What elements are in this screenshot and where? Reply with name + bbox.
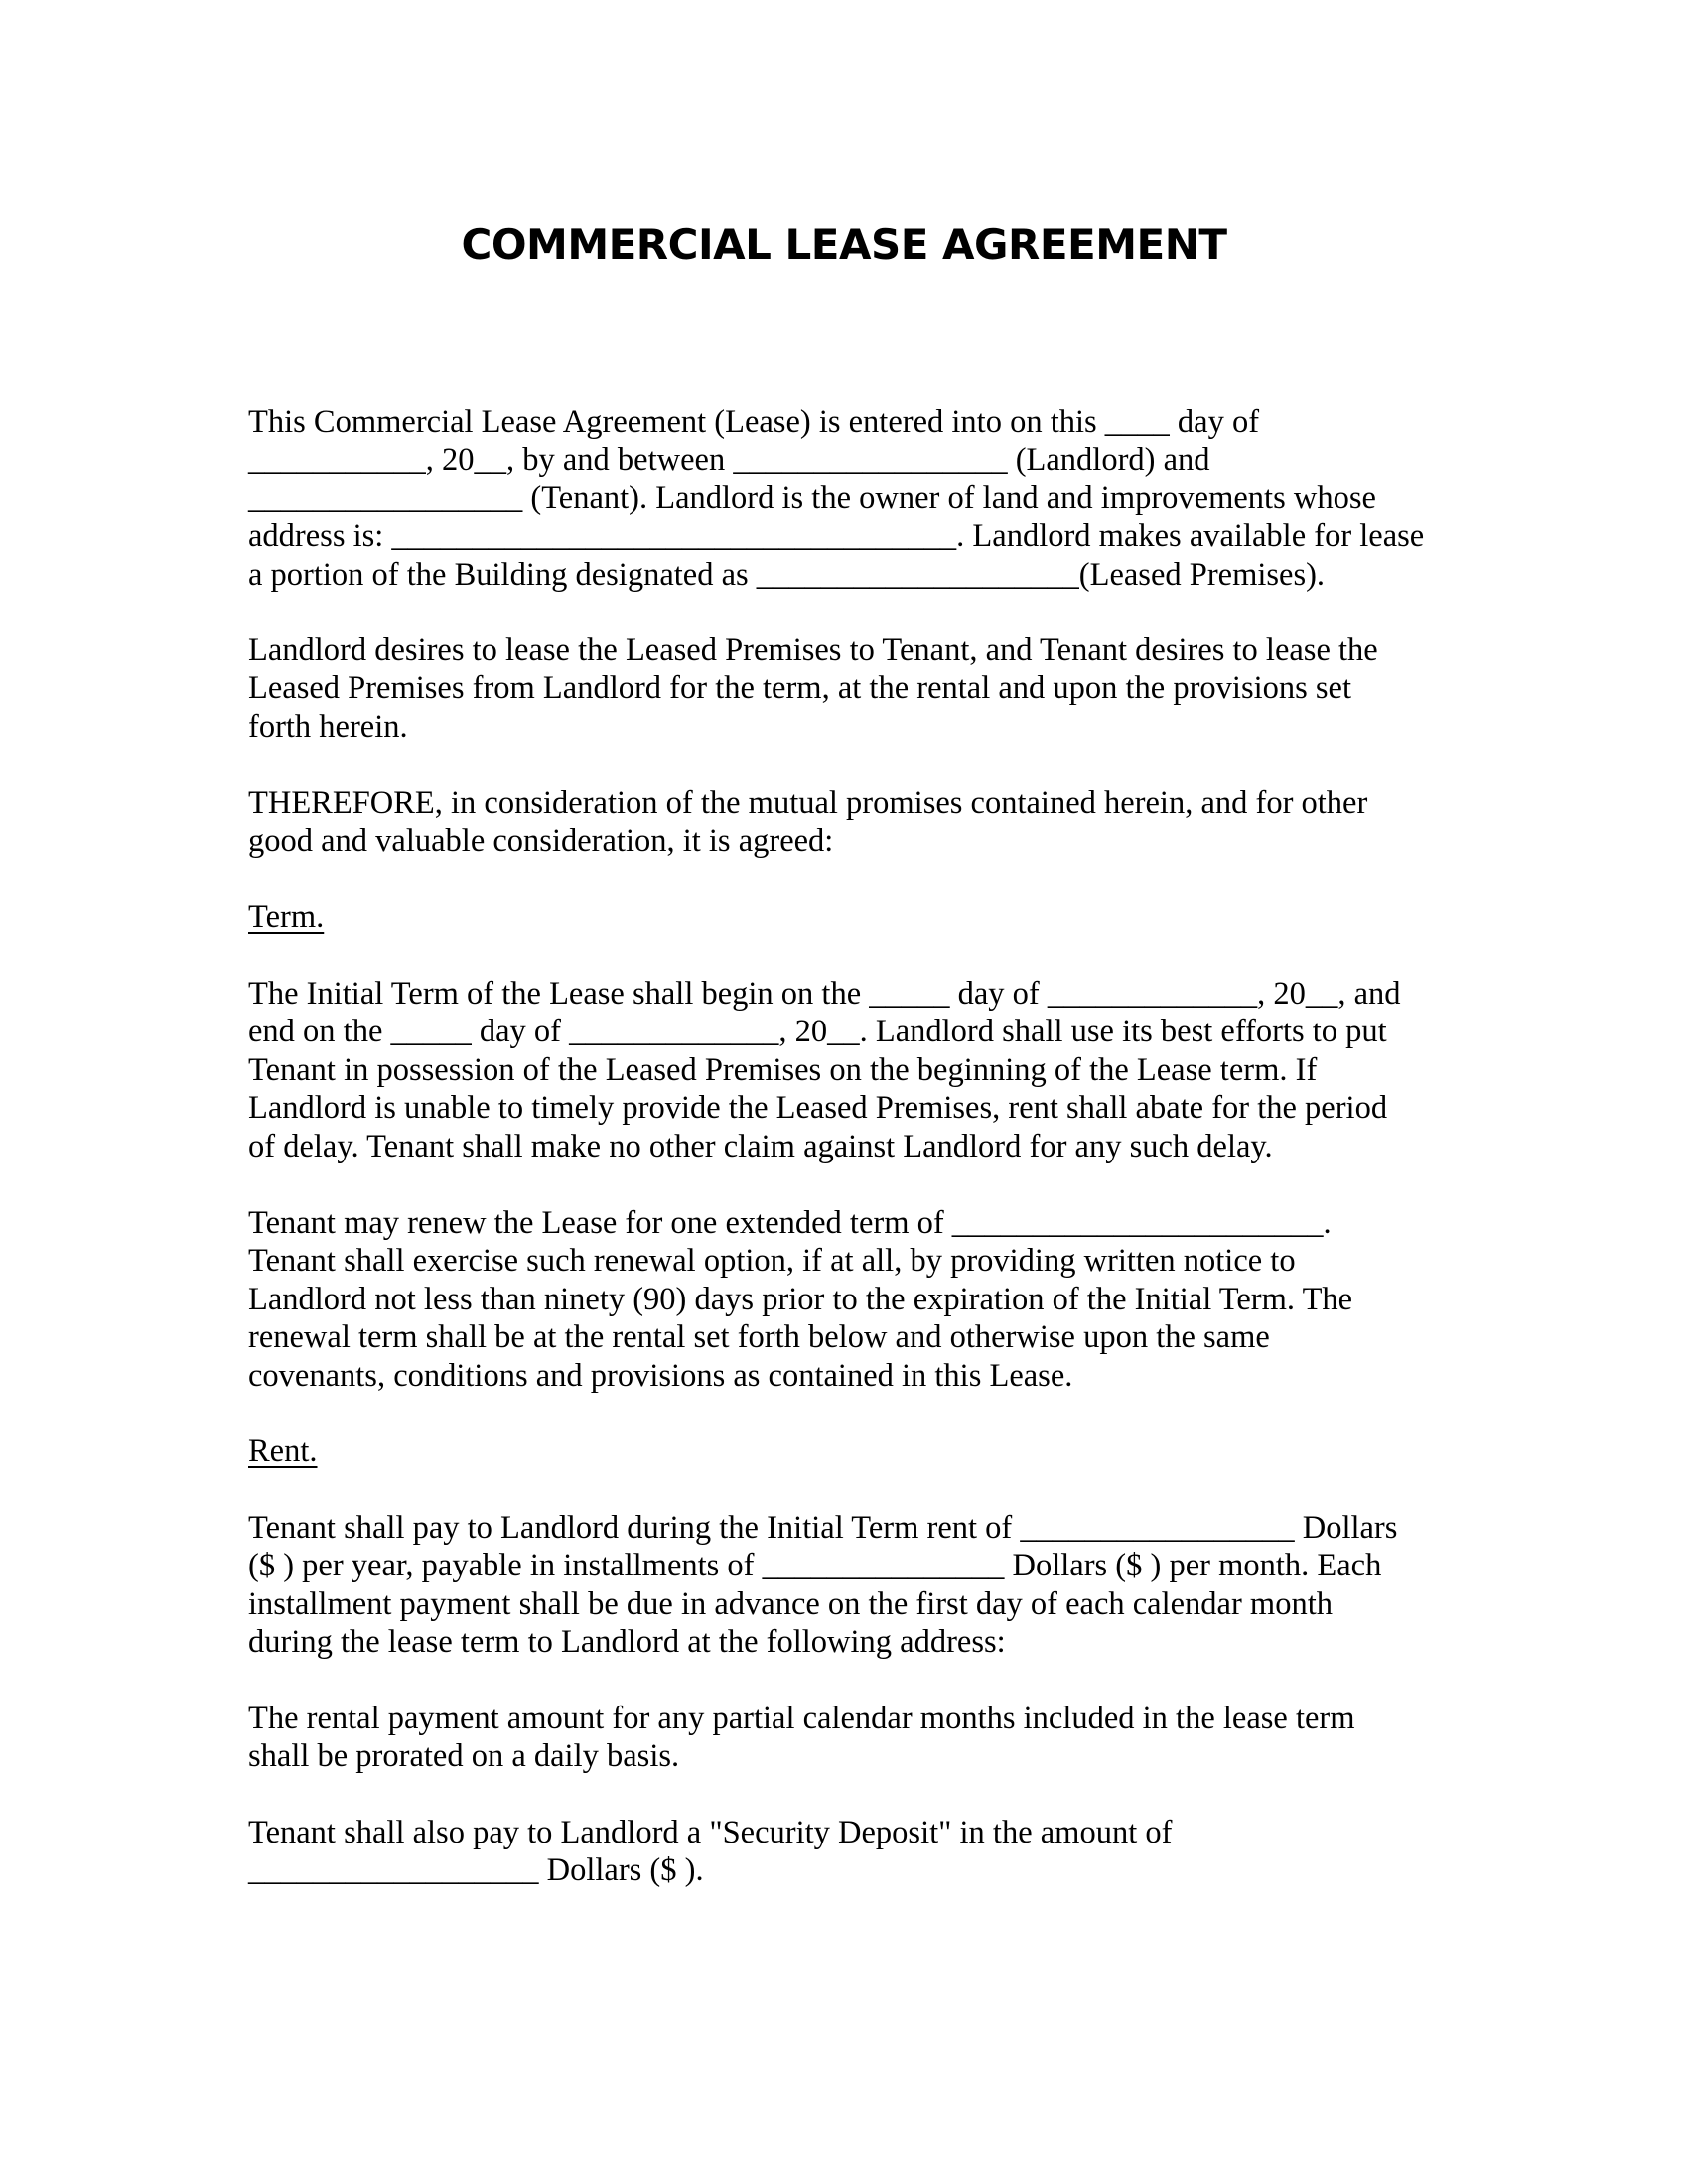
intro-paragraph (248, 403, 1424, 594)
renewal-paragraph (248, 1204, 1352, 1395)
paragraph-line: Tenant in possession of the Leased Premises on the beginning of the Lease term. If (248, 1051, 1318, 1088)
paragraph-line: Landlord not less than ninety (90) days prior to the expiration of the Initial Term. The (248, 1281, 1353, 1317)
paragraph-line: Tenant shall also pay to Landlord a "Security Deposit" in the amount of (248, 1815, 1173, 1850)
paragraph-line: The Initial Term of the Lease shall begin on the _____ day of _____________, 20__, and (248, 976, 1401, 1012)
paragraph-line: Landlord desires to lease the Leased Premises to Tenant, and Tenant desires to lease the (248, 632, 1378, 668)
paragraph-line: covenants, conditions and provisions as contained in this Lease. (248, 1357, 1073, 1394)
paragraph-line: This Commercial Lease Agreement (Lease) is entered into on this ____ day of (248, 404, 1260, 440)
paragraph-line: a portion of the Building designated as ____________________(Leased Premises). (248, 556, 1326, 593)
paragraph-line: __________________ Dollars ($ ). (248, 1852, 704, 1889)
proration-paragraph (248, 1700, 1355, 1776)
purpose-paragraph (248, 631, 1378, 746)
document-title: COMMERCIAL LEASE AGREEMENT (461, 220, 1227, 269)
paragraph-line: address is: ___________________________________. Landlord makes available for lease (248, 518, 1425, 555)
paragraph-line: Tenant shall exercise such renewal option, if at all, by providing written notice to (248, 1243, 1296, 1280)
section-heading: Rent. (248, 1433, 318, 1469)
section-heading: Term. (248, 899, 325, 935)
paragraph-line: Landlord is unable to timely provide the Leased Premises, rent shall abate for the period (248, 1090, 1388, 1127)
paragraph-line: during the lease term to Landlord at the following address: (248, 1624, 1006, 1661)
paragraph-line: of delay. Tenant shall make no other claim against Landlord for any such delay. (248, 1128, 1273, 1164)
paragraph-line: forth herein. (248, 708, 408, 745)
security-deposit-paragraph (248, 1814, 1172, 1890)
paragraph-line: ___________, 20__, by and between _________________ (Landlord) and (248, 442, 1210, 478)
term-section-heading (248, 898, 324, 936)
paragraph-line: _________________ (Tenant). Landlord is the owner of land and improvements whose (248, 479, 1376, 516)
rent-paragraph (248, 1509, 1397, 1662)
paragraph-line: Leased Premises from Landlord for the term, at the rental and upon the provisions set (248, 670, 1352, 707)
paragraph-line: installment payment shall be due in advance on the first day of each calendar month (248, 1585, 1333, 1622)
paragraph-line: good and valuable consideration, it is agreed: (248, 823, 834, 860)
initial-term-paragraph (248, 975, 1401, 1165)
rent-section-heading (248, 1433, 318, 1470)
paragraph-line: Tenant may renew the Lease for one extended term of _______________________. (248, 1205, 1332, 1241)
paragraph-line: renewal term shall be at the rental set forth below and otherwise upon the same (248, 1319, 1270, 1356)
therefore-paragraph (248, 784, 1367, 861)
paragraph-line: THEREFORE, in consideration of the mutual promises contained herein, and for other (248, 785, 1368, 821)
paragraph-line: shall be prorated on a daily basis. (248, 1738, 680, 1775)
paragraph-line: end on the _____ day of _____________, 20__. Landlord shall use its best efforts to put (248, 1014, 1387, 1050)
paragraph-line: ($ ) per year, payable in installments of _______________ Dollars ($ ) per month. Each (248, 1548, 1382, 1584)
paragraph-line: Tenant shall pay to Landlord during the Initial Term rent of _________________ Dollars (248, 1510, 1398, 1546)
paragraph-line: The rental payment amount for any partial calendar months included in the lease term (248, 1701, 1355, 1736)
